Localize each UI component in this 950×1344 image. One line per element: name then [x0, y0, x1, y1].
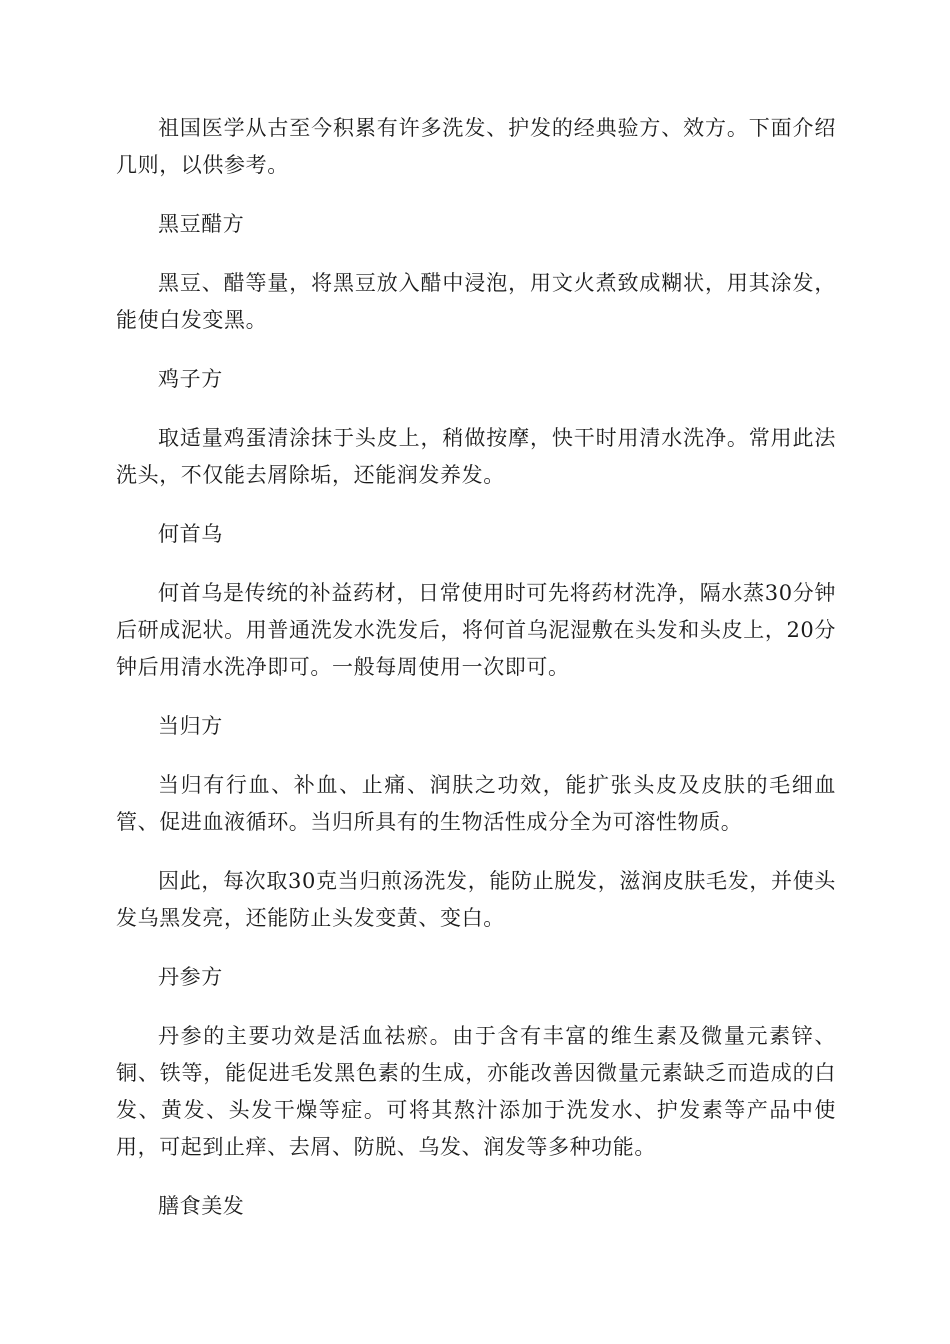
paragraph-danshen: 丹参的主要功效是活血祛瘀。由于含有丰富的维生素及微量元素锌、铜、铁等，能促进毛发黑色素的生成，亦能改善因微量元素缺乏而造成的白发、黄发、头发干燥等症。可将其熬汁添加于洗发水、护发素等产品中使用，可起到止痒、去屑、防脱、乌发、润发等多种功能。: [116, 1024, 836, 1159]
paragraph-heshouwu: 何首乌是传统的补益药材，日常使用时可先将药材洗净，隔水蒸30分钟后研成泥状。用普通洗发水洗发后，将何首乌泥湿敷在头发和头皮上，20分钟后用清水洗净即可。一般每周使用一次即可。: [116, 581, 836, 679]
paragraph-heidoucu: 黑豆、醋等量，将黑豆放入醋中浸泡，用文火煮致成糊状，用其涂发，能使白发变黑。: [116, 271, 836, 332]
section-heading-danshen: 丹参方: [158, 965, 223, 989]
paragraph-danggui-1: 当归有行血、补血、止痛、润肤之功效，能扩张头皮及皮肤的毛细血管、促进血液循环。当归所具有的生物活性成分全为可溶性物质。: [116, 773, 836, 834]
intro-paragraph: 祖国医学从古至今积累有许多洗发、护发的经典验方、效方。下面介绍几则，以供参考。: [116, 116, 836, 177]
section-heading-heidoucu: 黑豆醋方: [158, 212, 245, 236]
section-heading-jizi: 鸡子方: [158, 367, 223, 391]
document-page: [116, 110, 836, 1247]
paragraph-jizi: 取适量鸡蛋清涂抹于头皮上，稍做按摩，快干时用清水洗净。常用此法洗头，不仅能去屑除垢，还能润发养发。: [116, 426, 836, 487]
section-heading-heshouwu: 何首乌: [158, 522, 223, 546]
section-heading-danggui: 当归方: [158, 714, 223, 738]
paragraph-danggui-2: 因此，每次取30克当归煎汤洗发，能防止脱发，滋润皮肤毛发，并使头发乌黑发亮，还能防止头发变黄、变白。: [116, 869, 836, 930]
section-heading-shanshi: 膳食美发: [158, 1194, 245, 1218]
